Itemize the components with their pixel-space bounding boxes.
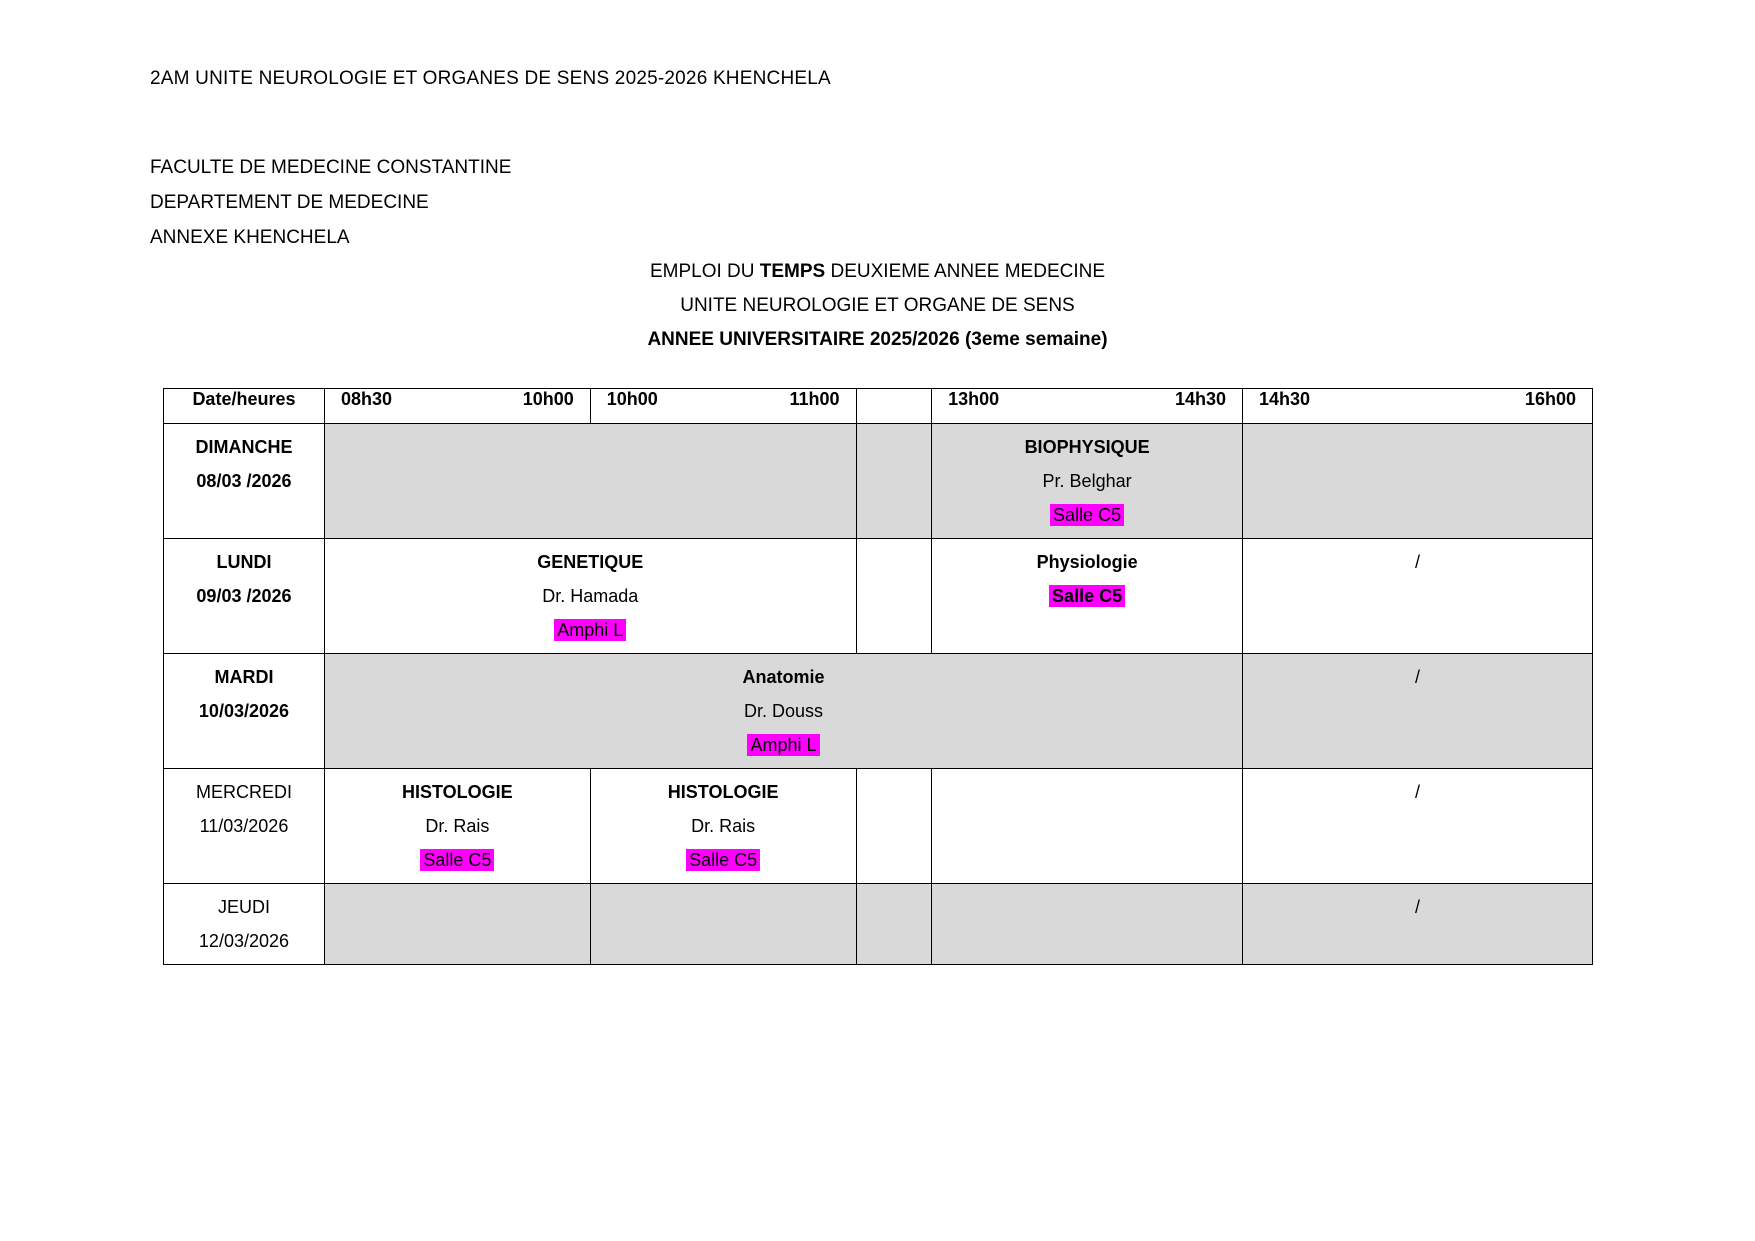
header-slot-4-start: 14h30 — [1259, 389, 1311, 409]
day-name: DIMANCHE — [195, 437, 293, 457]
session-room: Salle C5 — [1049, 585, 1125, 607]
day-name: MARDI — [214, 667, 274, 687]
session-room: Amphi L — [747, 734, 819, 756]
day-name: LUNDI — [216, 552, 272, 572]
header-slot-3-end: 14h30 — [1174, 389, 1227, 409]
session-empty-marker: / — [1415, 897, 1421, 917]
header-gap — [856, 389, 932, 424]
cell-gap-dimanche — [856, 424, 932, 539]
header-slot-1-start: 08h30 — [340, 389, 392, 409]
cell-morning-lundi — [324, 539, 856, 654]
header-date-hours: Date/heures — [164, 389, 325, 424]
day-date: 09/03 /2026 — [196, 586, 292, 606]
faculty-block — [150, 150, 511, 255]
cell-afternoon-dimanche — [932, 424, 1243, 539]
session-title: HISTOLOGIE — [667, 782, 779, 802]
title-line-1-prefix: EMPLOI DU — [649, 261, 760, 282]
cell-gap-lundi — [856, 539, 932, 654]
schedule-table — [163, 388, 1593, 965]
cell-morning-mardi — [324, 654, 1242, 769]
row-day-lundi — [164, 539, 325, 654]
table-row — [164, 769, 1593, 884]
day-name: JEUDI — [217, 897, 270, 917]
row-day-mardi — [164, 654, 325, 769]
cell-afternoon-jeudi — [932, 884, 1243, 965]
cell-slot1-jeudi — [324, 884, 590, 965]
row-day-jeudi — [164, 884, 325, 965]
day-date: 11/03/2026 — [199, 816, 289, 836]
session-teacher: Dr. Douss — [743, 701, 823, 721]
session-empty-marker: / — [1415, 782, 1421, 802]
table-row — [164, 884, 1593, 965]
cell-last-jeudi — [1243, 884, 1593, 965]
cell-morning-dimanche — [324, 424, 856, 539]
day-date: 12/03/2026 — [198, 931, 290, 951]
header-slot-2-start: 10h00 — [606, 389, 658, 409]
table-row — [164, 424, 1593, 539]
header-slot-2-end: 11h00 — [789, 389, 840, 409]
day-date: 08/03 /2026 — [196, 471, 292, 491]
table-row — [164, 654, 1593, 769]
session-room: Salle C5 — [686, 849, 760, 871]
row-day-dimanche — [164, 424, 325, 539]
header-slot-1 — [324, 389, 590, 424]
title-line-3: ANNEE UNIVERSITAIRE 2025/2026 (3eme semaine) — [647, 329, 1108, 350]
session-teacher: Dr. Hamada — [542, 586, 639, 606]
cell-last-dimanche — [1243, 424, 1593, 539]
title-line-1-emphasis: TEMPS — [759, 261, 826, 282]
table-header-row — [164, 389, 1593, 424]
session-room: Salle C5 — [420, 849, 494, 871]
cell-slot2-mercredi — [590, 769, 856, 884]
header-slot-4-end: 16h00 — [1524, 389, 1576, 409]
cell-last-lundi — [1243, 539, 1593, 654]
session-room: Amphi L — [554, 619, 626, 641]
session-empty-marker: / — [1415, 552, 1421, 572]
session-title: BIOPHYSIQUE — [1024, 437, 1150, 457]
header-slot-3-start: 13h00 — [948, 389, 1000, 409]
document-top-line: 2AM UNITE NEUROLOGIE ET ORGANES DE SENS 2025-2026 KHENCHELA — [150, 68, 831, 89]
session-title: GENETIQUE — [537, 552, 644, 572]
cell-afternoon-mercredi — [932, 769, 1243, 884]
day-date: 10/03/2026 — [198, 701, 290, 721]
cell-afternoon-lundi — [932, 539, 1243, 654]
header-slot-1-end: 10h00 — [522, 389, 574, 409]
session-teacher: Dr. Rais — [691, 816, 756, 836]
cell-gap-mercredi — [856, 769, 932, 884]
session-title: HISTOLOGIE — [401, 782, 513, 802]
session-teacher: Dr. Rais — [425, 816, 490, 836]
day-name: MERCREDI — [195, 782, 292, 802]
header-slot-3 — [932, 389, 1243, 424]
cell-last-mercredi — [1243, 769, 1593, 884]
row-day-mercredi — [164, 769, 325, 884]
title-line-1-suffix: DEUXIEME ANNEE MEDECINE — [825, 261, 1106, 282]
session-empty-marker — [1243, 424, 1592, 430]
faculty-line-1: FACULTE DE MEDECINE CONSTANTINE — [150, 157, 512, 178]
title-line-2: UNITE NEUROLOGIE ET ORGANE DE SENS — [680, 295, 1075, 316]
header-slot-2 — [590, 389, 856, 424]
cell-last-mardi — [1243, 654, 1593, 769]
session-title: Physiologie — [1036, 552, 1138, 572]
cell-slot1-mercredi — [324, 769, 590, 884]
table-row — [164, 539, 1593, 654]
session-empty-marker: / — [1415, 667, 1421, 687]
title-line-1 — [0, 255, 1755, 289]
faculty-line-3: ANNEXE KHENCHELA — [150, 227, 350, 248]
session-teacher: Pr. Belghar — [1042, 471, 1132, 491]
faculty-line-2: DEPARTEMENT DE MEDECINE — [150, 192, 429, 213]
session-room: Salle C5 — [1050, 504, 1124, 526]
cell-slot2-jeudi — [590, 884, 856, 965]
header-slot-4 — [1243, 389, 1593, 424]
document-title-block — [0, 255, 1755, 357]
cell-gap-jeudi — [856, 884, 932, 965]
session-title: Anatomie — [742, 667, 825, 687]
